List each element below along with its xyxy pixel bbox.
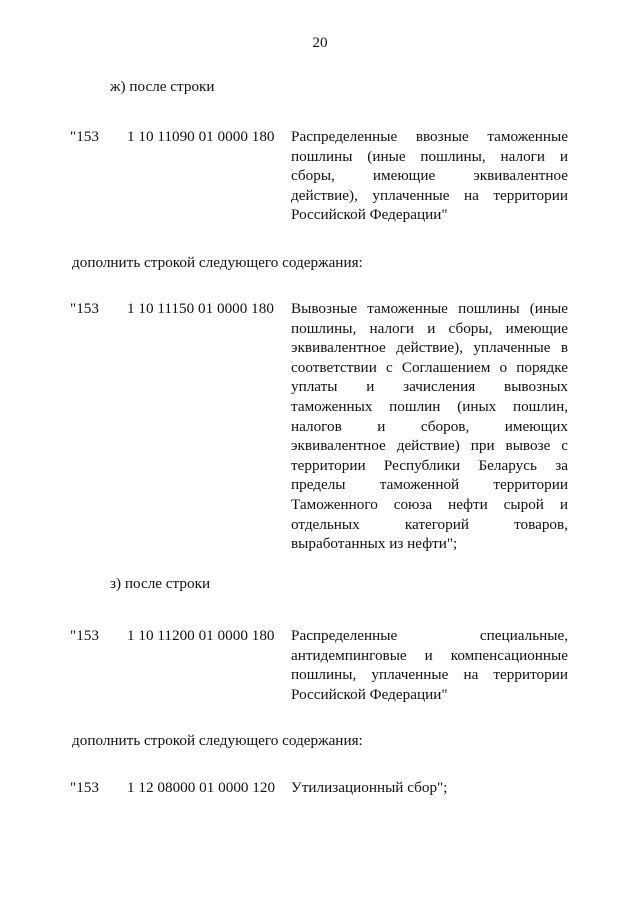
budget-classification-code: 1 10 11150 01 0000 180 — [127, 300, 274, 317]
instruction-text: дополнить строкой следующего содержания: — [72, 254, 363, 271]
section-heading-zh: ж) после строки — [110, 78, 215, 95]
description-line: пошлины (иные пошлины, налоги и — [291, 147, 568, 165]
code-description — [291, 127, 568, 225]
section-heading-z: з) после строки — [110, 575, 211, 592]
budget-classification-code: 1 10 11090 01 0000 180 — [127, 128, 275, 145]
description-line: Таможенного союза нефти сырой и — [291, 495, 568, 513]
description-line: Распределенные специальные, — [291, 627, 568, 644]
description-line: Российской Федерации" — [291, 685, 448, 703]
budget-classification-code: 1 10 11200 01 0000 180 — [127, 627, 275, 644]
description-line: Распределенные ввозные таможенные — [291, 128, 568, 145]
description-line: отдельных категорий товаров, — [291, 515, 568, 533]
description-line: Российской Федерации" — [291, 206, 448, 224]
description-line: антидемпинговые и компенсационные — [291, 646, 568, 664]
admin-code: "153 — [70, 300, 99, 317]
description-line: пошлины, налоги и сборы, имеющие — [291, 319, 568, 337]
description-line: соответствии с Соглашением о порядке — [291, 358, 568, 376]
description-line: таможенных пошлин (иных пошлин, — [291, 397, 568, 415]
description-line: налогов и сборов, имеющих — [291, 417, 568, 435]
description-line: сборы, имеющие эквивалентное — [291, 167, 568, 185]
admin-code: "153 — [70, 627, 99, 644]
description-line: пределы таможенной территории — [291, 476, 568, 494]
code-description — [291, 626, 568, 704]
code-description — [291, 778, 568, 798]
description-line: уплаты и зачисления вывозных — [291, 378, 568, 396]
description-line: действие), уплаченные на территории — [291, 186, 568, 204]
description-line: эквивалентное действие), уплаченные в — [291, 339, 568, 357]
admin-code: "153 — [70, 779, 99, 796]
description-line: пошлины, уплаченные на территории — [291, 666, 568, 684]
description-line: выработанных из нефти"; — [291, 535, 458, 553]
admin-code: "153 — [70, 128, 99, 145]
description-line: Вывозные таможенные пошлины (иные — [291, 300, 568, 317]
description-line: территории Республики Беларусь за — [291, 456, 568, 474]
description-line: Утилизационный сбор"; — [291, 779, 448, 796]
description-line: эквивалентное действие) при вывозе с — [291, 437, 568, 455]
budget-classification-code: 1 12 08000 01 0000 120 — [127, 779, 276, 796]
page-number: 20 — [312, 34, 328, 51]
instruction-text: дополнить строкой следующего содержания: — [72, 732, 363, 749]
code-description — [291, 299, 568, 554]
